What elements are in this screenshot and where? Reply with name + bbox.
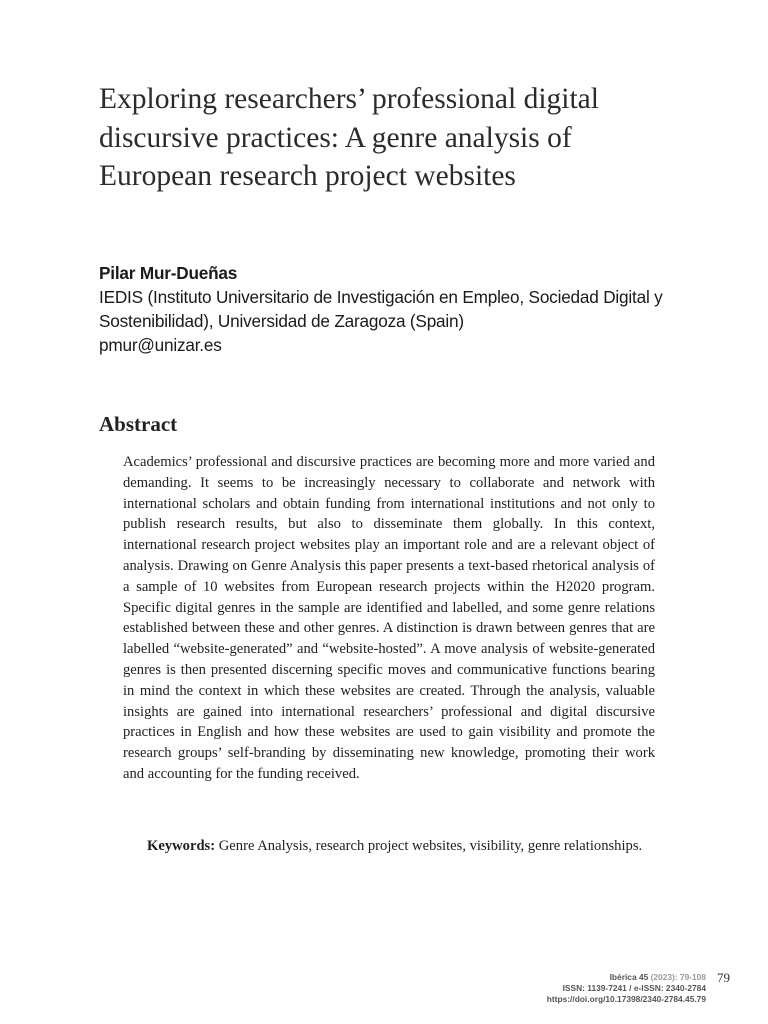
keywords-text: Genre Analysis, research project websites, visibility, genre relationships. — [218, 838, 643, 854]
author-name: Pilar Mur-Dueñas — [99, 263, 238, 283]
journal-year: (2023): — [650, 972, 678, 982]
journal-name: Ibérica 45 — [609, 972, 649, 982]
abstract-body: Academics’ professional and discursive practices are becoming more and more varied and demanding. It seems to be increasingly necessary to collaborate and network with international scholars and obtain funding from international institutions and not only to publish research results, but also to disseminate them globally. In this context, international research project websites play an important role and are a relevant object of analysis. Drawing on Genre Analysis this paper presents a text-based rhetorical analysis of a sample of 10 websites from European research projects within the H2020 program. Specific digital genres in the sample are identified and labelled, and some genre relations established between these and other genres. A distinction is drawn between genres that are labelled “website-generated” and “website-hosted”. A move analysis of website-generated genres is then presented discerning specific moves and communicative functions bearing in mind the context in which these websites are created. Through the analysis, valuable insights are gained into international researchers’ professional and digital discursive practices in English and how these websites are used to gain visibility and promote the research groups’ self-branding by disseminating new knowledge, promoting their work and accounting for the funding received. — [123, 454, 655, 782]
author-email[interactable]: pmur@unizar.es — [99, 335, 222, 355]
journal-footer — [547, 972, 706, 1006]
page-number: 79 — [717, 970, 730, 985]
journal-issn: ISSN: 1139-7241 / e-ISSN: 2340-2784 — [562, 983, 706, 994]
journal-pages: 79-108 — [679, 972, 706, 982]
journal-citation — [547, 972, 706, 983]
journal-doi[interactable]: https://doi.org/10.17398/2340-2784.45.79 — [546, 994, 706, 1005]
keywords — [147, 836, 655, 857]
keywords-label: Keywords: — [147, 838, 216, 854]
author-block — [99, 261, 699, 357]
author-affiliation: IEDIS (Instituto Universitario de Investigación en Empleo, Sociedad Digital y Sostenibilidad), Universidad de Zaragoza (Spain) — [99, 287, 663, 331]
abstract-heading: Abstract — [99, 412, 178, 436]
paper-title: Exploring researchers’ professional digital discursive practices: A genre analysis of European research project websites — [99, 83, 599, 192]
